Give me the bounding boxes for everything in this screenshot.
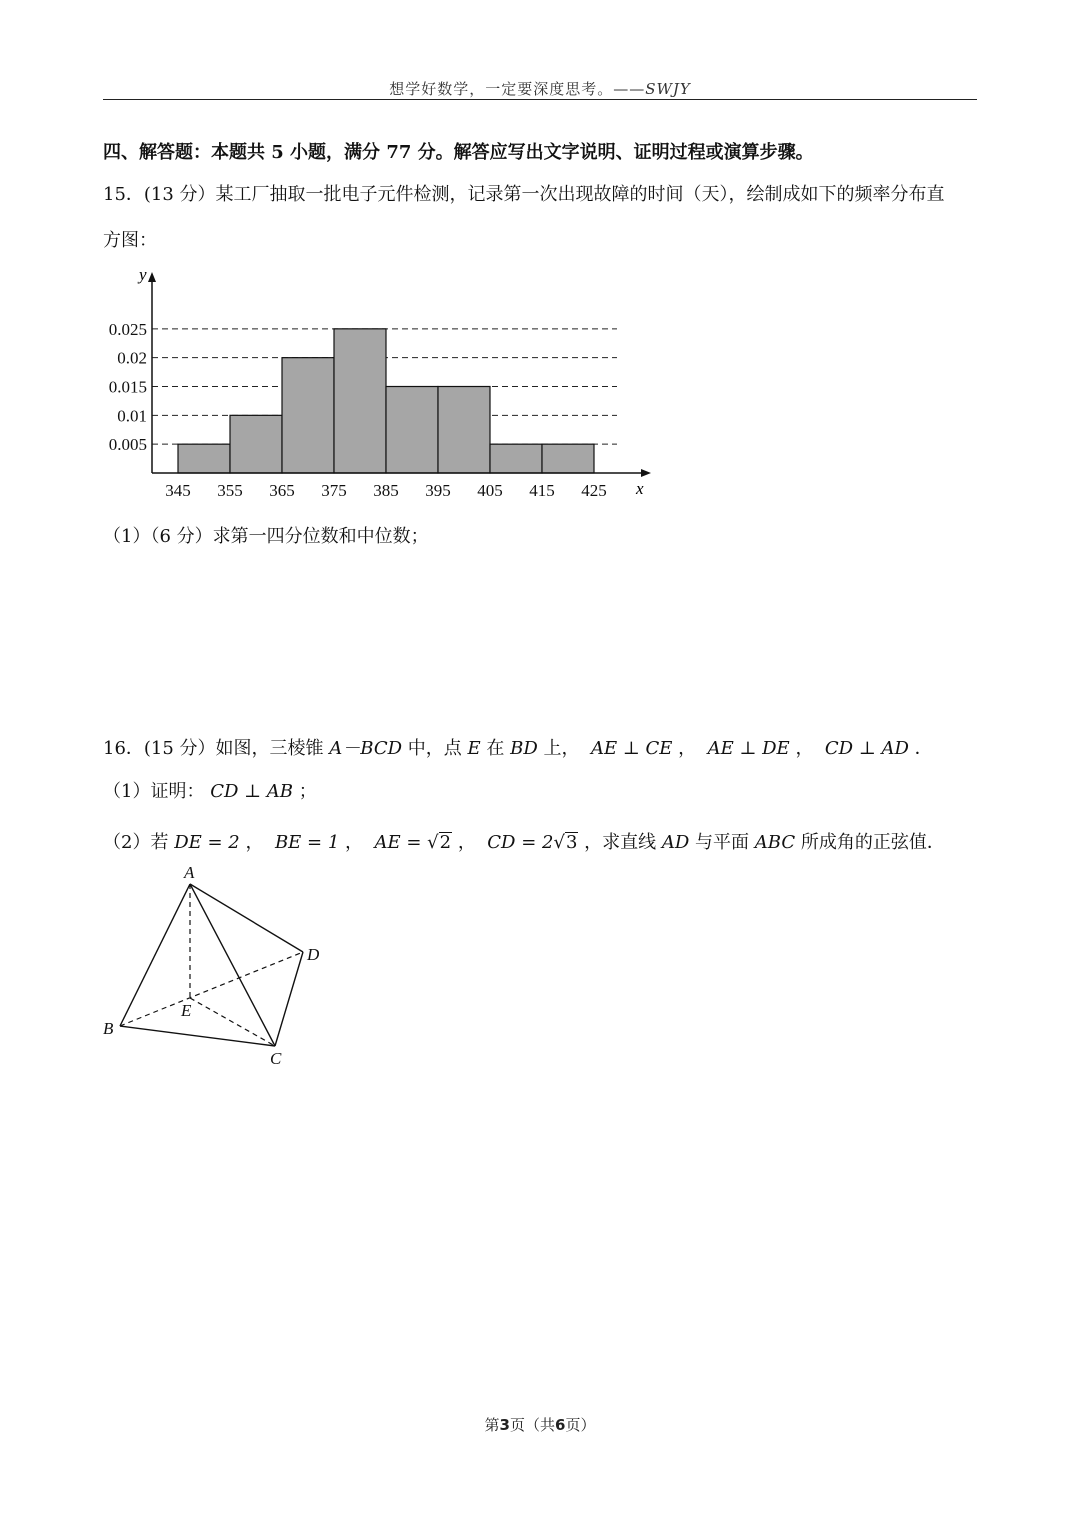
- footer-page-number: 3: [499, 1416, 510, 1434]
- vertex-label-b: B: [103, 1019, 114, 1038]
- histogram-bar: [490, 444, 542, 473]
- q16-condition-cd-ad: CD ⊥ AD: [824, 738, 909, 759]
- q16-sep-4: ，: [345, 832, 364, 853]
- vertex-label-c: C: [270, 1049, 282, 1068]
- q15-part1: （1）（6 分）求第一四分位数和中位数；: [103, 526, 429, 547]
- q16-plane-abc: ABC: [754, 832, 796, 853]
- x-tick-label: 365: [269, 481, 295, 500]
- q16-part2-mid2: 与平面: [695, 832, 750, 853]
- y-tick-label: 0.015: [108, 377, 147, 397]
- q16-part2-end: 所成角的正弦值．: [800, 832, 945, 853]
- header-rule: [103, 99, 977, 100]
- q16-part2-mid: ，求直线: [584, 832, 657, 853]
- q16-sep-1: ，: [678, 738, 697, 759]
- page-header: [103, 78, 977, 99]
- edge-ad: [190, 884, 303, 952]
- histogram-bar: [178, 444, 230, 473]
- q16-part1: [103, 777, 317, 803]
- point-label-e: E: [181, 1001, 192, 1020]
- header-brand: SWJY: [645, 80, 691, 98]
- section-title: 四、解答题：本题共 5 小题，满分 77 分。解答应写出文字说明、证明过程或演算步骤。: [103, 142, 814, 163]
- histogram-bar: [282, 358, 334, 473]
- q16-be-eq: BE = 1: [274, 832, 340, 853]
- histogram-y-ticks: [109, 320, 147, 454]
- x-tick-label: 345: [165, 481, 191, 500]
- x-tick-label: 425: [581, 481, 607, 500]
- y-axis-label: y: [139, 265, 147, 284]
- edge-ab: [120, 884, 190, 1026]
- q16-condition-ae-de: AE ⊥ DE: [707, 738, 790, 759]
- histogram-bar: [438, 387, 490, 474]
- x-tick-label: 385: [373, 481, 399, 500]
- q16-part1-end: ；: [298, 781, 317, 802]
- x-tick-label: 375: [321, 481, 347, 500]
- q16-end-dot: ．: [914, 738, 933, 759]
- vertex-label-a: A: [184, 863, 195, 882]
- x-axis-arrow: [641, 469, 651, 477]
- q16-condition-ae-ce: AE ⊥ CE: [591, 738, 673, 759]
- q16-intro-mid2: 在: [486, 738, 505, 759]
- q16-segment-bd: BD: [510, 738, 538, 759]
- edge-cd: [275, 952, 303, 1046]
- q16-sep-2: ，: [795, 738, 814, 759]
- q16-line-ad: AD: [661, 832, 690, 853]
- q16-sep-5: ，: [457, 832, 476, 853]
- q16-sep-3: ，: [245, 832, 264, 853]
- frequency-histogram: [95, 262, 665, 502]
- histogram-bar: [230, 415, 282, 473]
- q16-intro-mid1: 中，点: [407, 738, 462, 759]
- q16-part2-label: （2）若: [103, 832, 169, 853]
- histogram-bar: [386, 387, 438, 474]
- q15-intro-line1: 15．(13 分）某工厂抽取一批电子元件检测，记录第一次出现故障的时间（天），绘制成如下的频率分布直: [103, 184, 945, 205]
- page-footer: [0, 1414, 1080, 1435]
- y-tick-label: 0.01: [117, 406, 147, 426]
- q16-part1-label: （1）证明：: [103, 781, 205, 802]
- q16-cd-root: 3: [565, 832, 578, 853]
- q16-ae-eq: AE =: [374, 832, 428, 853]
- y-tick-label: 0.02: [117, 348, 147, 368]
- q16-de-eq: DE = 2: [174, 832, 240, 853]
- footer-post: 页）: [565, 1416, 596, 1434]
- x-tick-label: 395: [425, 481, 451, 500]
- q16-intro: [103, 734, 933, 760]
- q16-pyramid-name: A－BCD: [329, 738, 403, 759]
- footer-total-pages: 6: [555, 1416, 566, 1434]
- x-tick-label: 415: [529, 481, 555, 500]
- q16-intro-pre: 16．(15 分）如图，三棱锥: [103, 738, 324, 759]
- histogram-bar: [542, 444, 594, 473]
- q15-intro-line2: 方图：: [103, 230, 157, 251]
- header-text: 想学好数学，一定要深度思考。——: [389, 80, 646, 98]
- histogram-bar: [334, 329, 386, 473]
- q16-point-e: E: [467, 738, 481, 759]
- x-tick-label: 355: [217, 481, 243, 500]
- histogram-bars: [178, 329, 594, 473]
- q16-cd-eq: CD = 2: [487, 832, 554, 853]
- histogram-x-ticks: [165, 481, 607, 500]
- x-tick-label: 405: [477, 481, 503, 500]
- edge-bd-hidden: [120, 952, 303, 1026]
- edge-bc: [120, 1026, 275, 1046]
- q16-ae-root: 2: [439, 832, 452, 853]
- q16-part1-expr: CD ⊥ AB: [210, 781, 293, 802]
- y-tick-label: 0.025: [108, 319, 147, 339]
- x-axis-label: x: [636, 479, 644, 498]
- footer-mid: 页（共: [509, 1416, 555, 1434]
- footer-pre: 第: [484, 1416, 500, 1434]
- tetrahedron-figure: [95, 860, 335, 1070]
- y-axis-arrow: [148, 272, 156, 282]
- y-tick-label: 0.005: [108, 435, 147, 455]
- q16-part2: （2）若 DE = 2 ， BE = 1 ， AE = √2 ， CD = 2√3 ，求直线 AD 与平面 ABC 所成角的正弦值．: [103, 832, 945, 853]
- q16-intro-mid3: 上，: [543, 738, 580, 759]
- vertex-label-d: D: [307, 945, 320, 964]
